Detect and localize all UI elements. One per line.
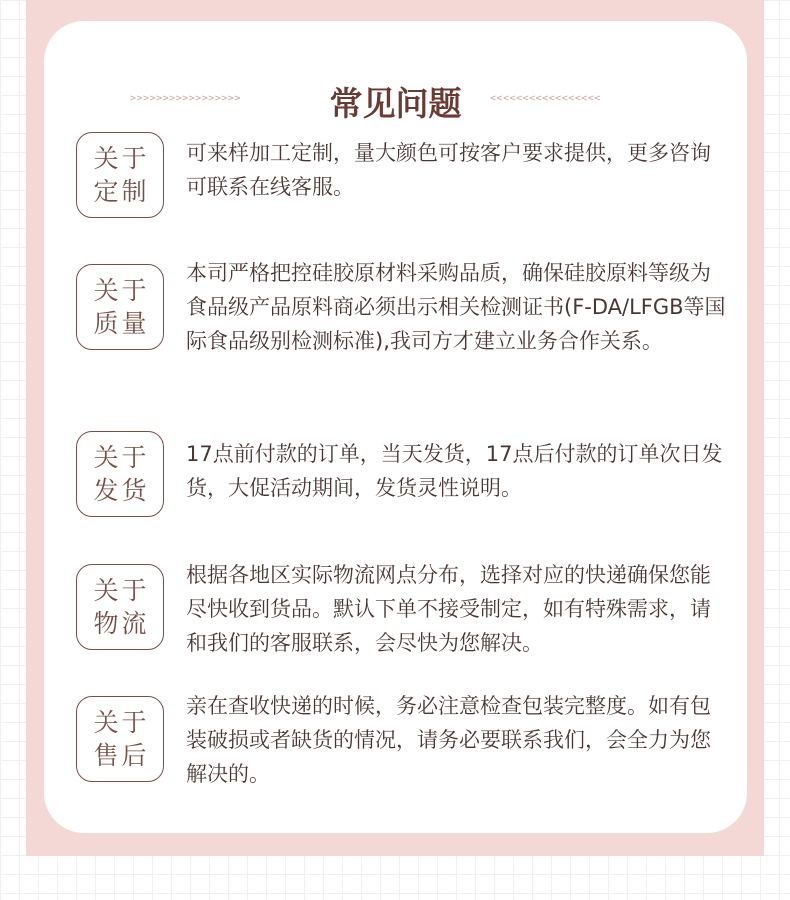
faq-answer: 亲在查收快递的时候，务必注意检查包装完整度。如有包装破损或者缺货的情况，请务必要联系我们，会全力为您解决的。 bbox=[186, 694, 711, 786]
faq-tag-line1: 关于 bbox=[93, 576, 150, 605]
faq-tag-line1: 关于 bbox=[93, 443, 150, 472]
faq-tag-line1: 关于 bbox=[93, 144, 150, 173]
page-title: 常见问题 bbox=[329, 84, 462, 123]
faq-answer: 本司严格把控硅胶原材料采购品质，确保硅胶原料等级为食品级产品原料商必须出示相关检测证书(F-DA/LFGB等国际食品级别检测标准),我司方才建立业务合作关系。 bbox=[186, 261, 726, 353]
faq-tag-line2: 定制 bbox=[93, 177, 150, 206]
faq-tag-line1: 关于 bbox=[93, 708, 150, 737]
faq-tag bbox=[76, 132, 164, 218]
faq-tag bbox=[76, 696, 164, 782]
decorative-arrows-left: >>>>>>>>>>>>>>>>> bbox=[130, 93, 241, 104]
faq-tag-line2: 发货 bbox=[93, 476, 150, 505]
faq-tag bbox=[76, 264, 164, 350]
faq-tag-line2: 售后 bbox=[93, 741, 150, 770]
faq-tag bbox=[76, 431, 164, 517]
faq-header bbox=[44, 79, 747, 129]
faq-answer: 17点前付款的订单，当天发货，17点后付款的订单次日发货，大促活动期间，发货灵性说明。 bbox=[186, 442, 723, 500]
faq-tag-line2: 物流 bbox=[93, 609, 150, 638]
faq-tag-line2: 质量 bbox=[93, 309, 150, 338]
faq-answer: 可来样加工定制，量大颜色可按客户要求提供，更多咨询可联系在线客服。 bbox=[186, 141, 711, 199]
faq-answer: 根据各地区实际物流网点分布，选择对应的快递确保您能尽快收到货品。默认下单不接受制定，如有特殊需求，请和我们的客服联系，会尽快为您解决。 bbox=[186, 563, 711, 655]
decorative-arrows-right: <<<<<<<<<<<<<<<<< bbox=[490, 93, 601, 104]
faq-tag-line1: 关于 bbox=[93, 276, 150, 305]
faq-card bbox=[44, 21, 747, 833]
faq-tag bbox=[76, 564, 164, 650]
